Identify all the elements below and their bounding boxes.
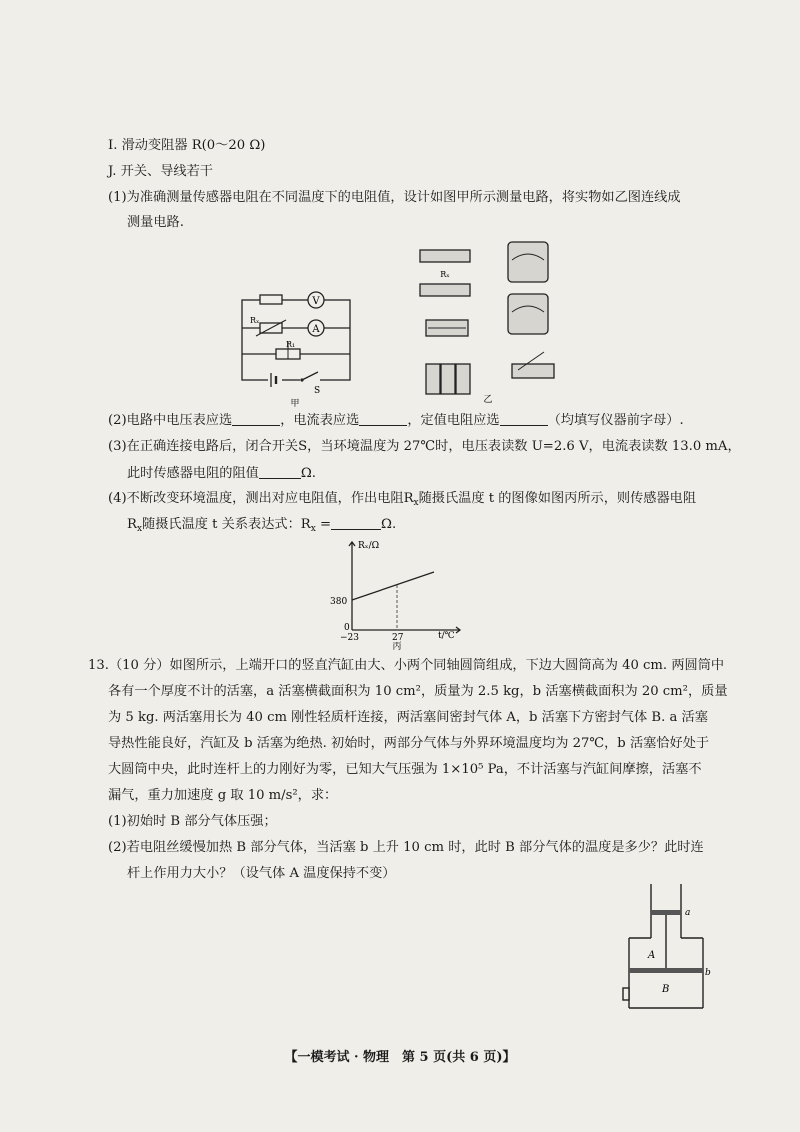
figure-yi-label: 乙	[483, 395, 493, 404]
blank-ammeter[interactable]	[359, 411, 407, 426]
figure-bing-label: 丙	[392, 642, 402, 650]
blank-rx-expression[interactable]	[331, 515, 381, 530]
voltmeter-label: V	[312, 296, 320, 307]
q13-line-2: 各有一个厚度不计的活塞，a 活塞横截面积为 10 cm²，质量为 2.5 kg，b 活塞横截面积为 20 cm²，质量	[108, 684, 728, 699]
blank-voltmeter[interactable]	[232, 411, 280, 426]
q13-line-6: 漏气，重力加速度 g 取 10 m/s²，求：	[108, 788, 338, 803]
graph-origin: 0	[344, 623, 350, 633]
q12-part2: (2)电路中电压表应选 ，电流表应选 ，定值电阻应选 （均填写仪器前字母）.	[108, 413, 684, 428]
page-footer: 【一模考试 · 物理 第 5 页(共 6 页)】	[284, 1050, 516, 1065]
q12-part4-cont: $R_x$随摄氏温度 t 关系表达式：$R_x = \Omega$.	[127, 517, 397, 534]
blank-rx-value[interactable]	[259, 464, 301, 479]
gas-b-label: B	[662, 984, 670, 995]
graph-bing	[322, 538, 472, 650]
q12-part3: (3)在正确连接电路后，闭合开关S，当环境温度为 27℃时，电压表读数 U=2.6 V，电流表读数 13.0 mA，	[108, 439, 741, 454]
graph-y-tick: 380	[330, 597, 348, 607]
q12-part4: (4)不断改变环境温度，测出对应电阻值，作出电阻$R_x$随摄氏温度 t 的图像如图丙所示，则传感器电阻	[108, 491, 697, 508]
piston-a-label: a	[685, 908, 691, 918]
q13-line-4: 导热性能良好，汽缸及 b 活塞为绝热. 初始时，两部分气体与外界环境温度均为 27℃，b 活塞恰好处于	[108, 736, 710, 751]
circuit-diagram-jia	[230, 288, 360, 408]
r1-label: R₁	[286, 340, 296, 349]
yi-rx-label: Rₓ	[440, 270, 450, 279]
q13-line-5: 大圆筒中央，此时连杆上的力刚好为零，已知大气压强为 1×10⁵ Pa，不计活塞与汽缸间摩擦，活塞不	[108, 762, 702, 777]
q13-question-2-cont: 杆上作用力大小？（设气体 A 温度保持不变）	[127, 866, 396, 881]
q13-question-2: (2)若电阻丝缓慢加热 B 部分气体，当活塞 b 上升 10 cm 时，此时 B 部分气体的温度是多少？此时连	[108, 840, 704, 855]
switch-label: S	[314, 386, 321, 396]
blank-resistor[interactable]	[500, 411, 548, 426]
item-j: J. 开关、导线若干	[108, 164, 213, 179]
q13-line-1: 13.（10 分）如图所示，上端开口的竖直汽缸由大、小两个同轴圆筒组成，下边大圆筒高为 40 cm. 两圆筒中	[88, 658, 725, 673]
q13-line-3: 为 5 kg. 两活塞用长为 40 cm 刚性轻质杆连接，两活塞间密封气体 A，b 活塞下方密封气体 B. a 活塞	[108, 710, 708, 725]
q12-part3-cont: 此时传感器电阻的阻值 Ω.	[127, 466, 317, 481]
apparatus-diagram-yi	[412, 236, 572, 404]
graph-y-label: Rₓ/Ω	[358, 541, 380, 551]
figure-jia-label: 甲	[290, 399, 300, 408]
q12-part1-cont: 测量电路.	[127, 215, 184, 230]
q12-part1: (1)为准确测量传感器电阻在不同温度下的电阻值，设计如图甲所示测量电路，将实物如乙图连线成	[108, 190, 681, 205]
graph-x-tick-1: −23	[340, 633, 359, 643]
rx-label: Rₓ	[250, 316, 260, 325]
q13-question-1: (1)初始时 B 部分气体压强；	[108, 814, 277, 829]
graph-x-label: t/℃	[438, 631, 455, 641]
cylinder-diagram	[615, 880, 725, 1016]
graph-x-tick-2: 27	[392, 633, 404, 643]
item-i: I. 滑动变阻器 R(0～20 Ω)	[108, 138, 266, 153]
gas-a-label: A	[648, 950, 656, 961]
ammeter-label: A	[312, 324, 320, 335]
piston-b-label: b	[705, 968, 711, 978]
